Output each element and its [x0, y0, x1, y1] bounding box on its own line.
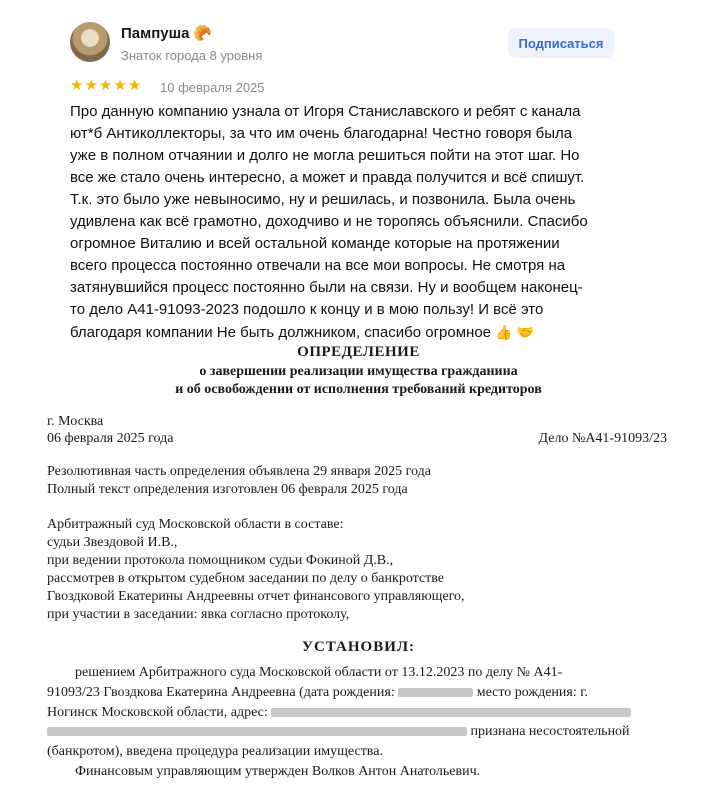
review-text-line: то дело А41-91093-2023 подошло к концу и в мою пользу! И всё это [70, 301, 544, 318]
review-text-line: благодаря компании Не быть должником, спасибо огромное [70, 324, 492, 341]
review-text-line: ют*б Антиколлекторы, за что им очень благодарна! Честно говоря была [70, 125, 573, 142]
doc-resolution-line: Резолютивная часть определения объявлена 29 января 2025 года [47, 464, 431, 479]
author-name[interactable]: Пампуша [121, 25, 190, 42]
review-text [70, 101, 630, 344]
star-icon: ★ [70, 77, 84, 94]
review-text-line: Про данную компанию узнала от Игоря Станиславского и ребят с канала [70, 103, 581, 120]
review-text-line: все же стало очень интересно, а может и правда получится и всё спишут. [70, 169, 585, 186]
doc-para-line [47, 724, 630, 740]
doc-para-text: признана несостоятельной [470, 724, 630, 739]
doc-para-line: Финансовым управляющим утвержден Волков Антон Анатольевич. [75, 764, 481, 779]
doc-para-text: Ногинск Московской области, адрес: [47, 705, 268, 720]
doc-court-line: Арбитражный суд Московской области в составе: [47, 517, 344, 532]
review-card [0, 0, 717, 340]
doc-para-line: (банкротом), введена процедура реализации имущества. [47, 744, 383, 759]
star-icon: ★ [98, 77, 113, 94]
doc-para-line [47, 685, 588, 701]
doc-case-number: Дело №А41-91093/23 [538, 431, 667, 446]
doc-para-line: решением Арбитражного суда Московской области от 13.12.2023 по делу № А41- [75, 665, 563, 680]
avatar[interactable] [70, 22, 110, 62]
review-text-line: затянувшийся процесс постоянно были на связи. Ну и вообщем наконец- [70, 279, 583, 296]
star-icon: ★ [127, 77, 142, 94]
review-text-line: огромное Виталию и всей остальной команде которые на протяжении [70, 235, 560, 252]
doc-resolution-line: Полный текст определения изготовлен 06 февраля 2025 года [47, 482, 408, 497]
subscribe-button[interactable]: Подписаться [508, 28, 614, 58]
rating-stars [70, 78, 141, 94]
doc-court-line: рассмотрев в открытом судебном заседании по делу о банкротстве [47, 571, 444, 586]
redaction [398, 688, 473, 697]
star-icon: ★ [113, 77, 127, 94]
doc-city: г. Москва [47, 414, 104, 429]
review-text-line: всего процесса постоянно отвечали на все мои вопросы. Не смотря на [70, 257, 566, 274]
doc-date: 06 февраля 2025 года [47, 431, 174, 446]
star-icon: ★ [84, 77, 98, 94]
doc-para-text: место рождения: г. [476, 685, 588, 700]
review-text-line: уже в полном отчаянии и долго не могла решиться пойти на этот шаг. Но [70, 147, 580, 164]
doc-court-line: при участии в заседании: явка согласно протоколу, [47, 607, 350, 622]
doc-heading: УСТАНОВИЛ: [301, 639, 416, 655]
redaction [271, 708, 631, 717]
court-document [0, 340, 717, 799]
review-text-line: Т.к. это было уже невыносимо, ну и решилась, и позвонила. Была очень [70, 191, 576, 208]
review-date: 10 февраля 2025 [160, 80, 265, 95]
doc-court-line: Гвоздковой Екатерины Андреевны отчет финансового управляющего, [47, 589, 465, 604]
doc-title: ОПРЕДЕЛЕНИЕ [297, 344, 420, 360]
doc-para-line [47, 705, 631, 721]
doc-court-line: при ведении протокола помощником судьи Фокиной Д.В., [47, 553, 394, 568]
doc-subtitle: о завершении реализации имущества гражданина [199, 364, 518, 379]
doc-subtitle: и об освобождении от исполнения требований кредиторов [175, 382, 542, 397]
author-level: Знаток города 8 уровня [121, 48, 263, 63]
doc-para-text: 91093/23 Гвоздкова Екатерина Андреевна (дата рождения: [47, 685, 395, 700]
handshake-icon: 🤝 [516, 324, 534, 340]
redaction [47, 727, 467, 736]
thumbs-up-icon: 👍 [495, 324, 513, 340]
doc-court-line: судьи Звездовой И.В., [47, 535, 178, 550]
croissant-icon: 🥐 [193, 25, 212, 42]
review-text-line: удивлена как всё грамотно, доходчиво и не торопясь объяснили. Спасибо [70, 213, 588, 230]
